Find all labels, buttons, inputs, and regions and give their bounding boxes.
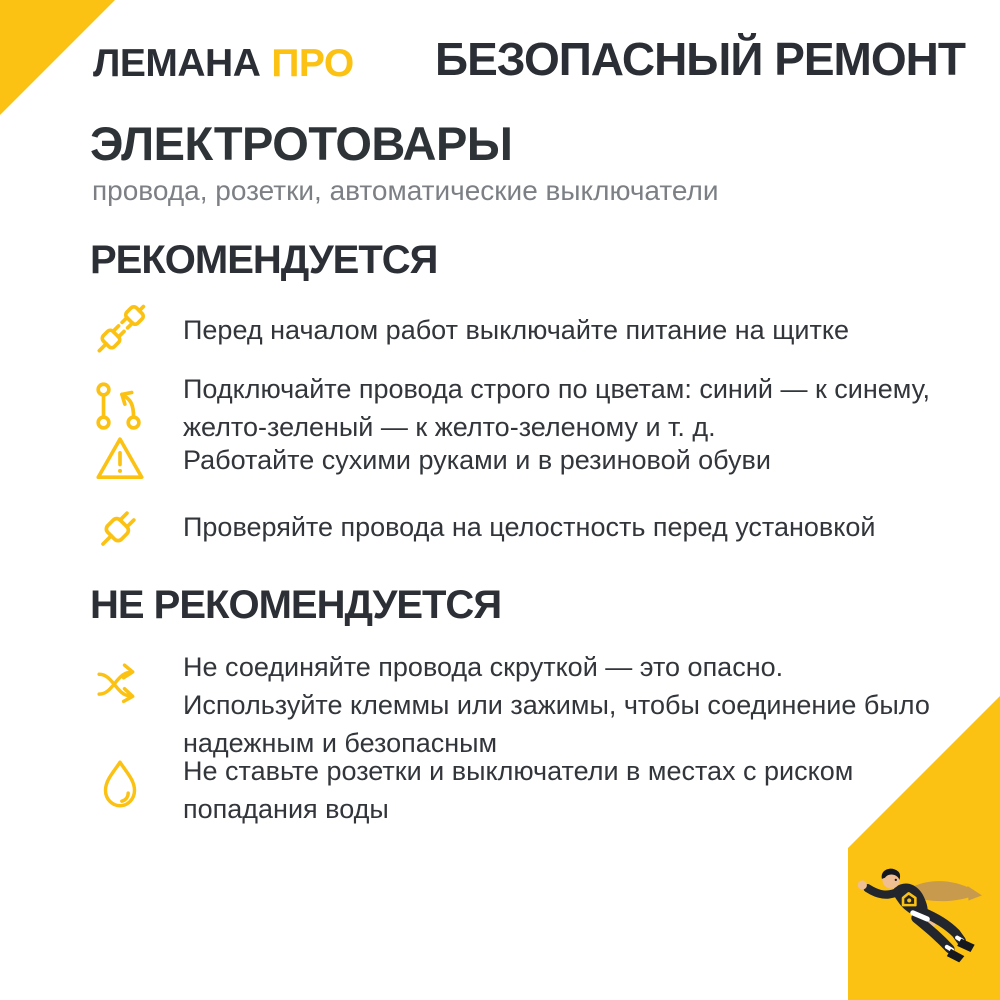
section-heading-not-recommended: НЕ РЕКОМЕНДУЕТСЯ: [90, 583, 502, 627]
item-text: Не ставьте розетки и выключатели в местах с риском попадания воды: [183, 756, 854, 824]
list-item: [88, 492, 875, 562]
list-item: [88, 426, 771, 494]
item-text: Подключайте провода строго по цветам: синий — к синему, желто-зеленый — к желто-зеленому и т. д.: [183, 374, 930, 442]
item-text: Не соединяйте провода скруткой — это опасно. Используйте клеммы или зажимы, чтобы соединение было надежным и безопасным: [183, 652, 930, 758]
program-title: БЕЗОПАСНЫЙ РЕМОНТ: [435, 33, 965, 85]
flying-superhero-mascot: [852, 866, 986, 970]
twisted-wires-shuffle-icon: [88, 654, 152, 718]
page-subtitle: провода, розетки, автоматические выключатели: [92, 175, 719, 206]
brand-logo-lemana: ЛЕМАНА: [93, 42, 261, 85]
water-drop-icon: [88, 752, 152, 816]
power-plug-icon: [88, 495, 152, 559]
item-text: Проверяйте провода на целостность перед установкой: [183, 512, 876, 542]
brand-logo: [93, 41, 354, 88]
section-heading-recommended: РЕКОМЕНДУЕТСЯ: [90, 238, 438, 282]
page-title: ЭЛЕКТРОТОВАРЫ: [90, 117, 513, 170]
warning-triangle-icon: [88, 428, 152, 492]
list-item: [88, 648, 930, 762]
list-item: [88, 296, 849, 364]
list-item: [88, 752, 853, 828]
unplugged-connectors-icon: [88, 298, 152, 362]
item-text: Перед началом работ выключайте питание на щитке: [183, 315, 849, 345]
item-text: Работайте сухими руками и в резиновой обуви: [183, 445, 771, 475]
brand-logo-pro: ПРО: [271, 42, 354, 85]
